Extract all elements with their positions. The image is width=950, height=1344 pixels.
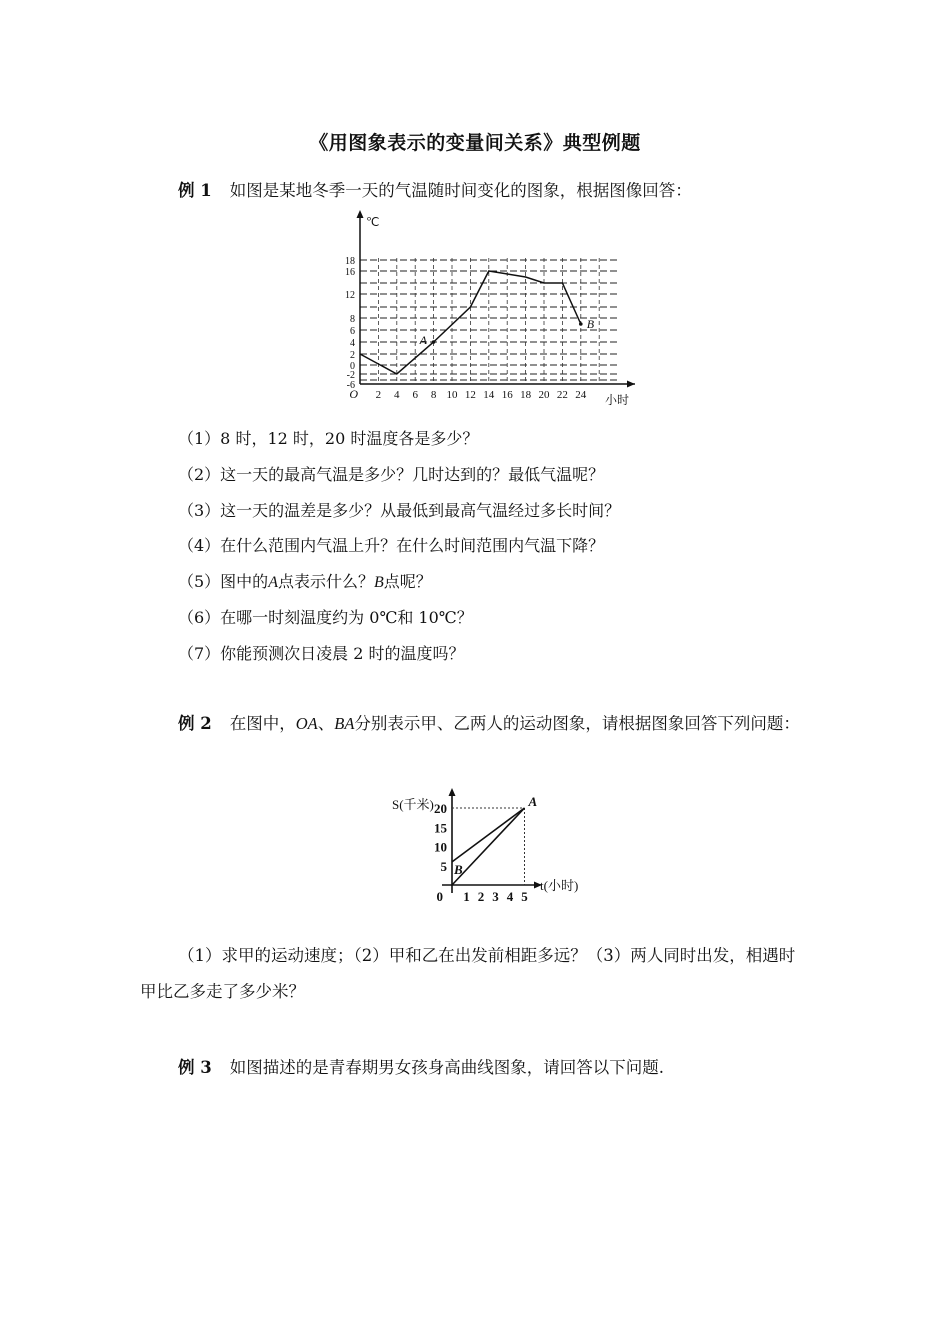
question-item: （4）在什么范围内气温上升？在什么时间范围内气温下降？ [178, 536, 605, 555]
x-tick-label: 2 [375, 389, 382, 401]
question-item: （7）你能预测次日凌晨 2 时的温度吗？ [178, 644, 465, 663]
question-item: （1）8 时，12 时，20 时温度各是多少？ [178, 429, 479, 448]
example2-intro [140, 706, 808, 742]
y-tick-label: 10 [434, 839, 447, 855]
y-tick-label: 0 [350, 361, 355, 372]
x-tick-label: 10 [446, 389, 458, 401]
motion-chart [390, 785, 610, 910]
x-tick-label: 12 [464, 389, 476, 401]
x-tick-label: 4 [394, 389, 400, 401]
series-line-ba [452, 808, 525, 862]
example2-sep: 、 [317, 714, 335, 733]
y-axis-arrow [357, 210, 364, 218]
x-axis-arrow [627, 381, 635, 388]
x-tick-label: 24 [575, 389, 587, 401]
y-tick-label: 6 [350, 326, 355, 337]
temperature-chart [335, 208, 655, 408]
y-tick-label: 18 [345, 256, 355, 267]
question-item: （6）在哪一时刻温度约为 0℃和 10℃？ [178, 608, 473, 627]
x-tick-label: 5 [521, 889, 528, 904]
point-label-b: B [454, 861, 463, 877]
example1-text: 如图是某地冬季一天的气温随时间变化的图象，根据图像回答： [229, 181, 692, 200]
y-tick-label: 15 [434, 820, 447, 836]
example2-questions [140, 938, 808, 1010]
x-tick-label: 3 [492, 889, 499, 904]
example1-label: 例 1 [178, 181, 212, 200]
example2-oa: OA [295, 714, 318, 733]
q5-point-b: B [373, 574, 384, 591]
question-item: （2）这一天的最高气温是多少？几时达到的？最低气温呢？ [178, 465, 605, 484]
example2-label: 例 2 [178, 714, 212, 733]
x-tick-label: 14 [483, 389, 495, 401]
example2-ba: BA [334, 714, 355, 733]
origin-label: O [349, 387, 358, 401]
y-axis-label: ℃ [366, 215, 380, 229]
point-b-marker [579, 322, 583, 326]
y-tick-label: 20 [434, 801, 447, 816]
y-tick-label: 2 [350, 350, 355, 361]
example3-intro [140, 1050, 808, 1086]
x-tick-label: 1 [463, 889, 470, 904]
x-tick-label: 22 [556, 389, 568, 401]
point-label-a: A [419, 333, 427, 347]
y-tick-label: 16 [345, 267, 355, 278]
y-axis-label: S(千米) [392, 797, 434, 812]
y-tick-label: 4 [350, 338, 355, 349]
point-a-marker [432, 340, 436, 344]
page-title: 《用图象表示的变量间关系》典型例题 [309, 132, 641, 154]
example1-intro [140, 173, 808, 209]
x-tick-label: 20 [538, 389, 550, 401]
q5-mid: 点表示什么？ [277, 572, 374, 591]
y-tick-label: -6 [346, 380, 355, 391]
example2-questions-text: （1）求甲的运动速度；（2）甲和乙在出发前相距多远？（3）两人同时出发，相遇时甲比乙多走了多少米？ [140, 946, 796, 1001]
example2-text-post: 分别表示甲、乙两人的运动图象，请根据图象回答下列问题： [354, 714, 800, 733]
x-axis-label: 小时 [605, 393, 630, 407]
y-tick-label: -2 [346, 370, 355, 381]
question-item-5 [178, 570, 432, 595]
point-label-b: B [586, 317, 595, 331]
y-tick-label: 8 [350, 314, 355, 325]
x-tick-label: 4 [506, 889, 514, 904]
point-label-a: A [528, 794, 538, 809]
q5-prefix: （5）图中的 [178, 572, 269, 591]
origin-label: 0 [436, 889, 443, 904]
y-tick-label: 5 [440, 858, 447, 874]
q5-point-a: A [268, 574, 278, 591]
x-tick-label: 6 [412, 389, 418, 401]
x-axis-label: t(小时) [540, 878, 579, 893]
q5-suffix: 点呢？ [383, 572, 432, 591]
y-axis-arrow [449, 788, 456, 796]
question-item: （3）这一天的温差是多少？从最低到最高气温经过多长时间？ [178, 501, 621, 520]
example3-text: 如图描述的是青春期男女孩身高曲线图象，请回答以下问题. [229, 1058, 664, 1077]
x-tick-label: 18 [520, 389, 532, 401]
x-tick-label: 8 [430, 389, 437, 401]
y-tick-label: 12 [345, 290, 355, 301]
example3-label: 例 3 [178, 1058, 212, 1077]
series-line-oa [452, 808, 525, 885]
x-tick-label: 2 [477, 889, 485, 904]
x-tick-label: 16 [501, 389, 513, 401]
example2-text-pre: 在图中， [229, 714, 296, 733]
